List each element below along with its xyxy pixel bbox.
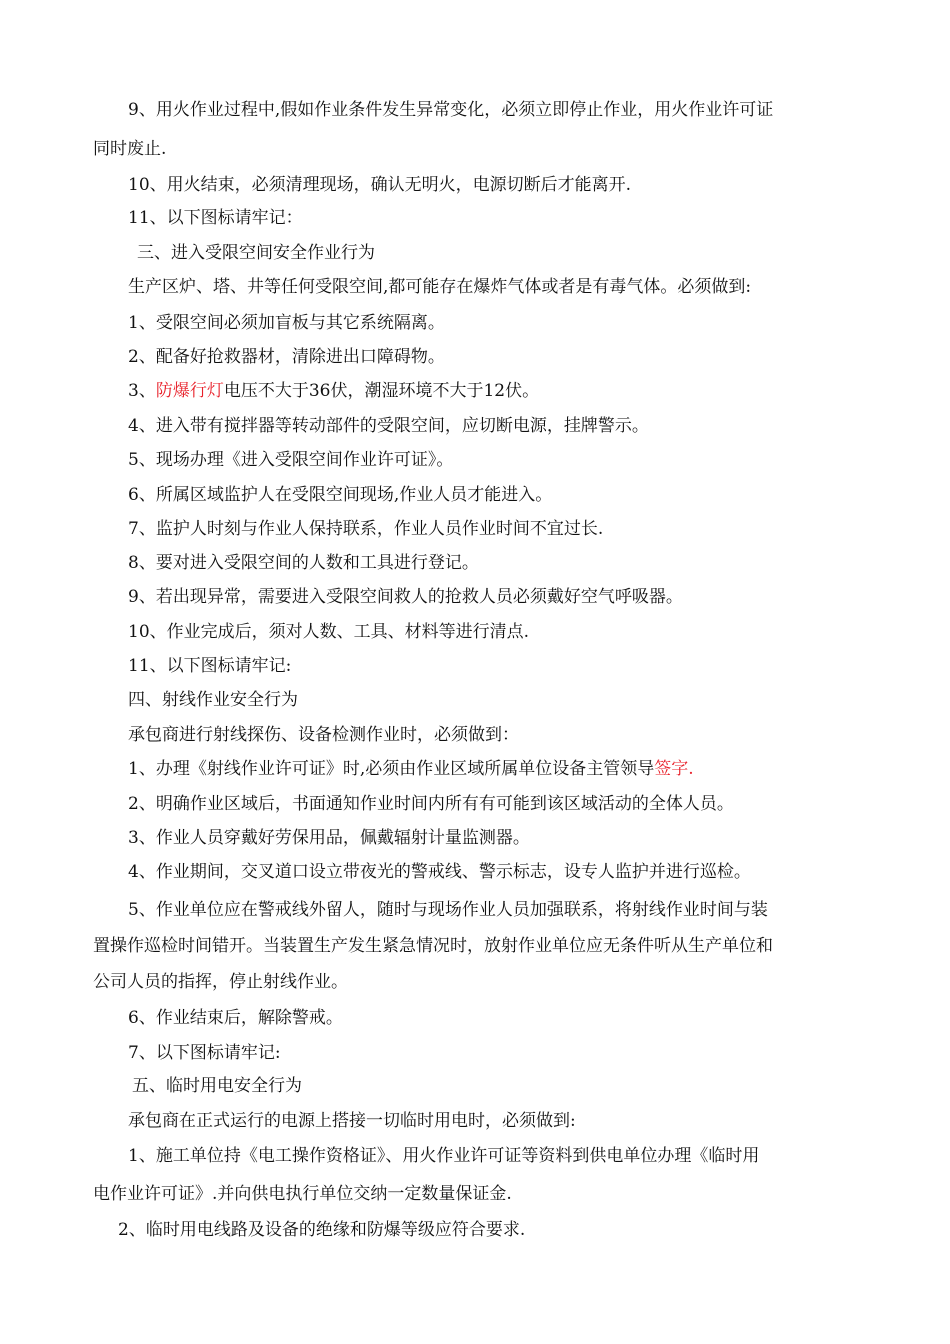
- list-item: 5、现场办理《进入受限空间作业许可证》。: [128, 450, 454, 470]
- section-heading: 五、临时用电安全行为: [132, 1076, 302, 1096]
- paragraph-line: 同时废止.: [93, 139, 167, 159]
- list-item-prefix: 1、办理《射线作业许可证》时,必须由作业区域所属单位设备主管领导: [128, 759, 655, 779]
- list-item-prefix: 3、: [128, 381, 156, 401]
- list-item: 2、配备好抢救器材，清除进出口障碍物。: [128, 347, 445, 367]
- paragraph-line: 承包商在正式运行的电源上搭接一切临时用电时，必须做到:: [128, 1111, 576, 1131]
- list-item: 6、所属区域监护人在受限空间现场,作业人员才能进入。: [128, 485, 553, 505]
- list-item: 3、作业人员穿戴好劳保用品，佩戴辐射计量监测器。: [128, 828, 530, 848]
- highlighted-text: 防爆行灯: [155, 381, 224, 401]
- section-heading: 三、进入受限空间安全作业行为: [137, 243, 375, 263]
- list-item: 2、临时用电线路及设备的绝缘和防爆等级应符合要求.: [118, 1220, 526, 1240]
- list-item: [128, 758, 694, 780]
- list-item: 10、作业完成后，须对人数、工具、材料等进行清点.: [128, 622, 530, 642]
- list-item: [128, 380, 539, 402]
- paragraph-line: 公司人员的指挥，停止射线作业。: [93, 972, 348, 992]
- list-item: 4、进入带有搅拌器等转动部件的受限空间，应切断电源，挂牌警示。: [128, 416, 649, 436]
- list-item: 4、作业期间，交叉道口设立带夜光的警戒线、警示标志，设专人监护并进行巡检。: [128, 862, 751, 882]
- list-item: 5、作业单位应在警戒线外留人，随时与现场作业人员加强联系，将射线作业时间与装: [128, 900, 768, 920]
- paragraph-line: 承包商进行射线探伤、设备检测作业时，必须做到：: [128, 725, 519, 745]
- paragraph-line: 10、用火结束，必须清理现场，确认无明火，电源切断后才能离开.: [128, 175, 632, 195]
- list-item-suffix: 电压不大于36伏，潮湿环境不大于12伏。: [223, 381, 540, 401]
- list-item: 6、作业结束后，解除警戒。: [128, 1008, 343, 1028]
- paragraph-line: 生产区炉、塔、井等任何受限空间,都可能存在爆炸气体或者是有毒气体。必须做到:: [128, 277, 752, 297]
- paragraph-line: 11、以下图标请牢记：: [128, 208, 303, 228]
- list-item: 7、监护人时刻与作业人保持联系，作业人员作业时间不宜过长.: [128, 519, 604, 539]
- section-heading: 四、射线作业安全行为: [128, 690, 298, 710]
- paragraph-line: 置操作巡检时间错开。当装置生产发生紧急情况时，放射作业单位应无条件听从生产单位和: [93, 936, 773, 956]
- list-item: 8、要对进入受限空间的人数和工具进行登记。: [128, 553, 479, 573]
- list-item: 1、施工单位持《电工操作资格证》、用火作业许可证等资料到供电单位办理《临时用: [128, 1146, 760, 1166]
- list-item: 9、若出现异常，需要进入受限空间救人的抢救人员必须戴好空气呼吸器。: [128, 587, 683, 607]
- paragraph-line: 电作业许可证》.并向供电执行单位交纳一定数量保证金.: [93, 1184, 512, 1204]
- list-item: 7、以下图标请牢记:: [128, 1043, 281, 1063]
- highlighted-text: 签字.: [654, 759, 694, 779]
- list-item: 2、明确作业区域后，书面通知作业时间内所有有可能到该区域活动的全体人员。: [128, 794, 734, 814]
- list-item: 11、以下图标请牢记:: [128, 656, 292, 676]
- paragraph-line: 9、用火作业过程中,假如作业条件发生异常变化，必须立即停止作业，用火作业许可证: [128, 100, 774, 120]
- list-item: 1、受限空间必须加盲板与其它系统隔离。: [128, 313, 445, 333]
